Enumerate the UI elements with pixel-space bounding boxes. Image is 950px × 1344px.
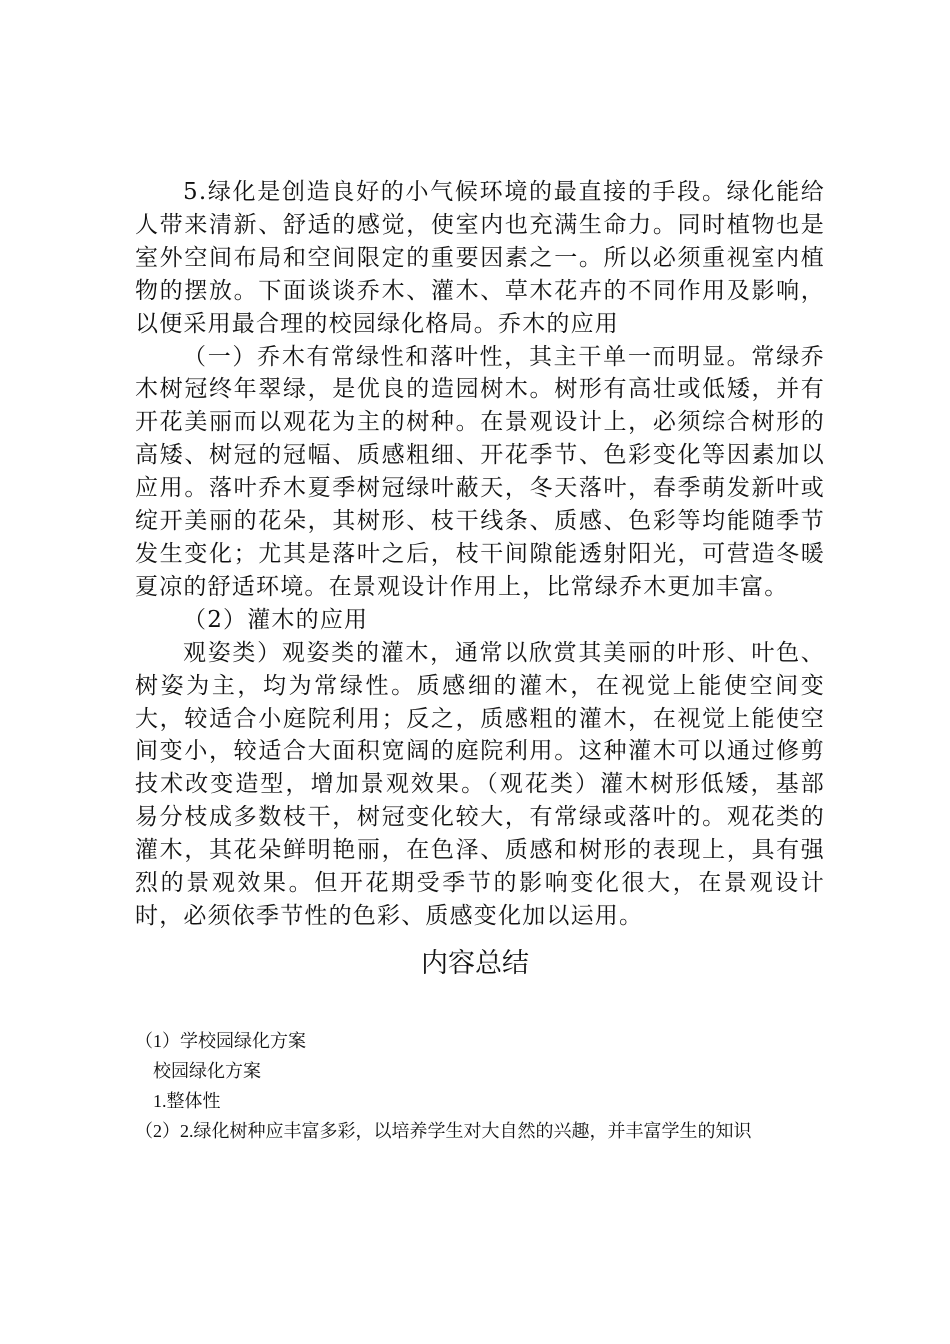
summary-line: （2）2.绿化树种应丰富多彩，以培养学生对大自然的兴趣，并丰富学生的知识 (135, 1121, 752, 1141)
paragraph-trees: （一）乔木有常绿性和落叶性，其主干单一而明显。常绿乔木树冠终年翠绿，是优良的造园树木。树形有高壮或低矮，并有开花美丽而以观花为主的树种。在景观设计上，必须综合树形的高矮、树冠的冠幅、质感粗细、开花季节、色彩变化等因素加以应用。落叶乔木夏季树冠绿叶蔽天，冬天落叶，春季萌发新叶或绽开美丽的花朵，其树形、枝干线条、质感、色彩等均能随季节发生变化；尤其是落叶之后，枝干间隙能透射阳光，可营造冬暖夏凉的舒适环境。在景观设计作用上，比常绿乔木更加丰富。 (135, 343, 825, 600)
summary-line: 校园绿化方案 (153, 1061, 261, 1081)
paragraph-shrubs: 观姿类）观姿类的灌木，通常以欣赏其美丽的叶形、叶色、树姿为主，均为常绿性。质感细的灌木，在视觉上能使空间变大，较适合小庭院利用；反之，质感粗的灌木，在视觉上能使空间变小，较适合大面积宽阔的庭院利用。这种灌木可以通过修剪技术改变造型，增加景观效果。（观花类）灌木树形低矮，基部易分枝成多数枝干，树冠变化较大，有常绿或落叶的。观花类的灌木，其花朵鲜明艳丽，在色泽、质感和树形的表现上，具有强烈的景观效果。但开花期受季节的影响变化很大，在景观设计时，必须依季节性的色彩、质感变化加以运用。 (135, 639, 825, 929)
summary-title: 内容总结 (421, 948, 529, 979)
paragraph-greening-intro: 5.绿化是创造良好的小气候环境的最直接的手段。绿化能给人带来清新、舒适的感觉，使室内也充满生命力。同时植物也是室外空间布局和空间限定的重要因素之一。所以必须重视室内植物的摆放。下面谈谈乔木、灌木、草木花卉的不同作用及影响，以便采用最合理的校园绿化格局。乔木的应用 (135, 179, 825, 337)
summary-list (135, 1026, 825, 1146)
summary-line: （1）学校园绿化方案 (135, 1031, 306, 1051)
body-text (135, 176, 825, 933)
summary-line: 1.整体性 (153, 1091, 221, 1111)
paragraph-shrubs-heading: （2）灌木的应用 (183, 606, 369, 633)
